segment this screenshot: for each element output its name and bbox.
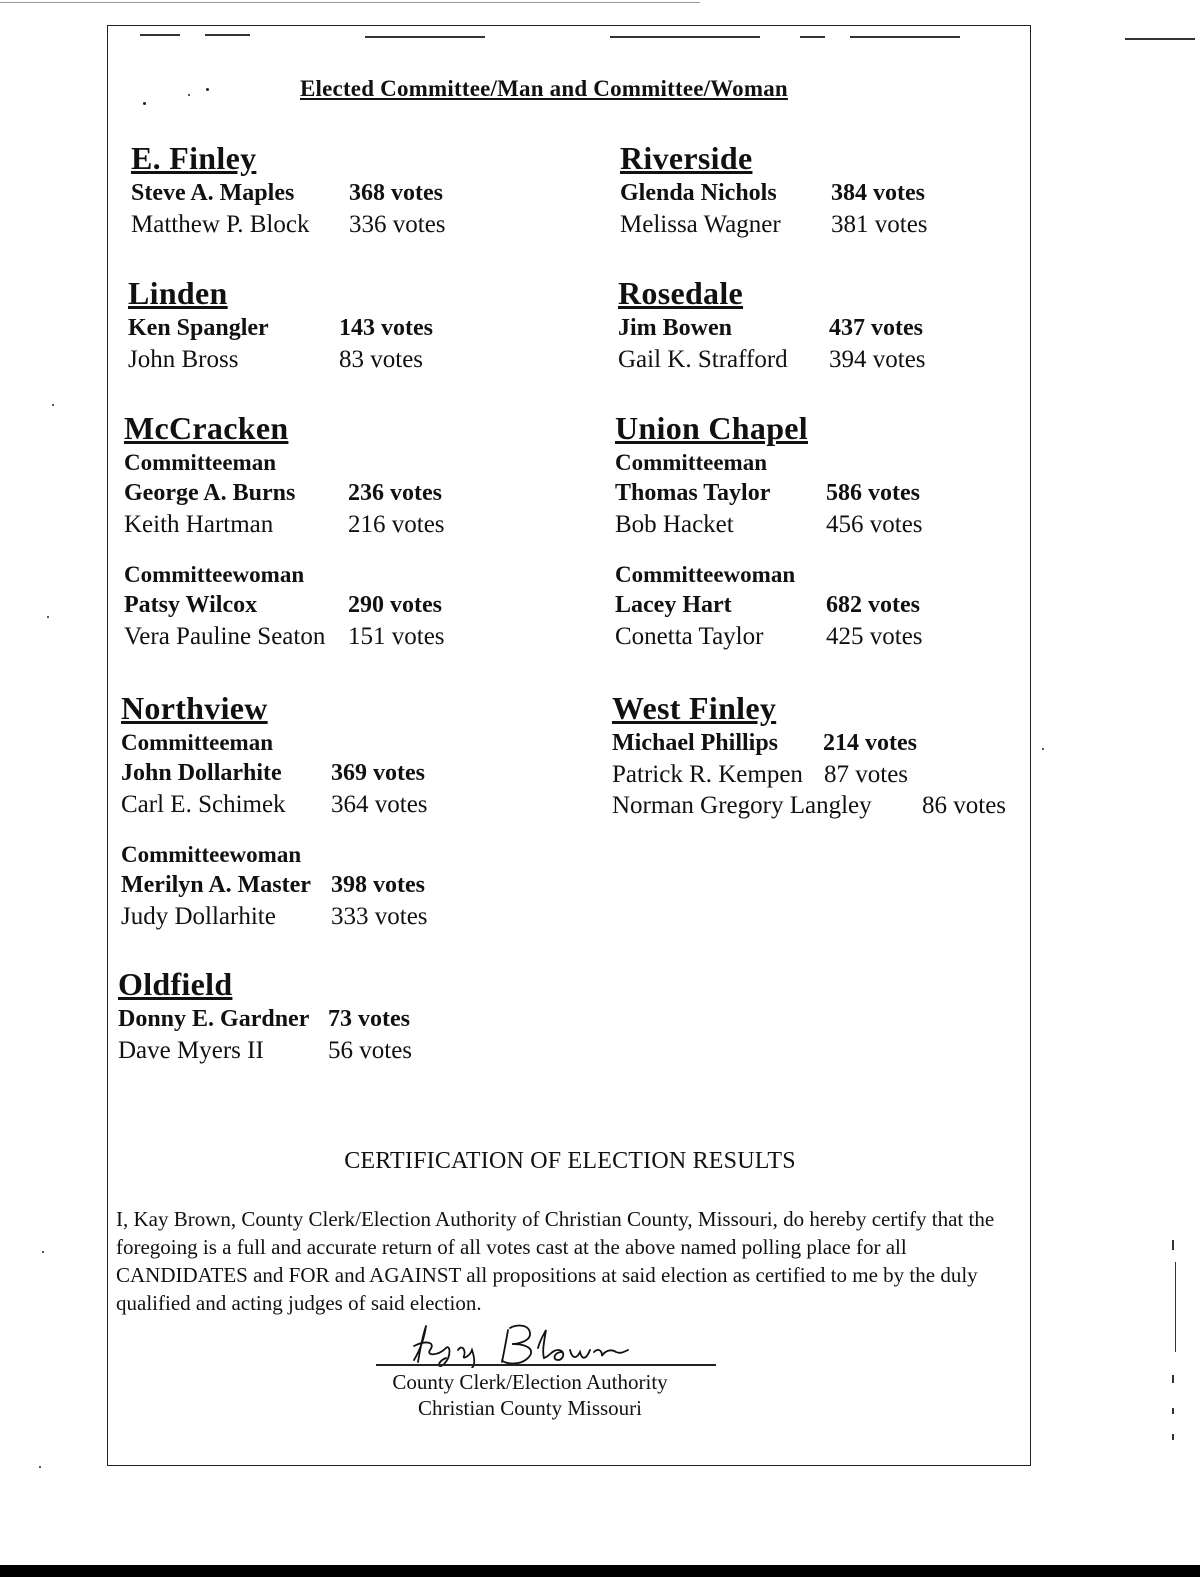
candidate-name: Matthew P. Block	[131, 211, 310, 238]
vote-count: 682 votes	[826, 592, 920, 618]
candidate-name: John Dollarhite	[121, 760, 282, 786]
candidate-group	[615, 448, 923, 540]
vote-count: 336 votes	[349, 211, 446, 238]
candidate-name: Glenda Nichols	[620, 180, 777, 206]
scan-bottom-edge	[0, 1565, 1200, 1577]
vote-count: 586 votes	[826, 480, 920, 506]
office-label: Committeeman	[121, 730, 274, 755]
winning-candidate-row	[612, 728, 1006, 759]
candidate-row	[615, 509, 923, 540]
winning-candidate-row	[615, 590, 923, 621]
candidate-row	[128, 344, 433, 375]
winning-candidate-row	[620, 178, 928, 209]
vote-count: 56 votes	[328, 1037, 413, 1064]
candidate-name: Judy Dollarhite	[121, 903, 276, 930]
vote-count: 83 votes	[339, 346, 424, 373]
vote-count: 216 votes	[348, 511, 445, 538]
scan-artifact	[1172, 1375, 1174, 1383]
office-label: Committeewoman	[124, 562, 305, 587]
candidate-row	[618, 344, 926, 375]
scan-speck	[52, 404, 54, 406]
vote-count: 364 votes	[331, 791, 428, 818]
precinct-e-finley	[131, 140, 446, 240]
candidate-group	[615, 560, 923, 652]
candidate-group	[612, 728, 1006, 821]
candidate-name: Ken Spangler	[128, 315, 269, 341]
candidate-name: Michael Phillips	[612, 730, 779, 756]
vote-count: 398 votes	[331, 872, 425, 898]
winning-candidate-row	[618, 313, 926, 344]
signer-title: County Clerk/Election Authority	[392, 1370, 668, 1394]
vote-count: 394 votes	[829, 346, 926, 373]
scan-artifact	[1125, 38, 1195, 40]
candidate-name: Patsy Wilcox	[124, 592, 258, 618]
candidate-name: Merilyn A. Master	[121, 872, 311, 898]
precinct-name: Oldfield	[118, 966, 233, 1002]
office-label: Committeeman	[615, 450, 768, 475]
vote-count: 437 votes	[829, 315, 923, 341]
office-label: Committeewoman	[121, 842, 302, 867]
candidate-name: Jim Bowen	[618, 315, 732, 341]
candidate-row	[121, 789, 428, 820]
candidate-name: Keith Hartman	[124, 511, 274, 538]
certification-statement: I, Kay Brown, County Clerk/Election Authority of Christian County, Missouri, do hereby certify that the foregoing is a full and accurate return of all votes cast at the above named polling place for all CANDIDATES and FOR and AGAINST all propositions at said election as certified to me by the duly qualified and acting judges of said election.	[116, 1207, 995, 1315]
page-title: Elected Committee/Man and Committee/Woman	[300, 76, 788, 101]
scan-speck	[47, 616, 49, 618]
candidate-name: Donny E. Gardner	[118, 1006, 310, 1032]
candidate-name: Gail K. Strafford	[618, 346, 788, 373]
candidate-name: Lacey Hart	[615, 592, 732, 618]
candidate-name: Conetta Taylor	[615, 623, 764, 650]
vote-count: 425 votes	[826, 623, 923, 650]
scan-speck	[39, 1466, 41, 1468]
scan-artifact	[0, 2, 700, 3]
precinct-northview	[121, 690, 428, 932]
vote-count: 236 votes	[348, 480, 442, 506]
candidate-row	[118, 1035, 412, 1066]
candidate-group	[620, 178, 928, 240]
candidate-name: Patrick R. Kempen	[612, 761, 803, 788]
candidate-row	[124, 621, 445, 652]
precinct-mccracken	[124, 410, 445, 652]
candidate-group	[618, 313, 926, 375]
scan-artifact	[140, 34, 180, 36]
vote-count: 368 votes	[349, 180, 443, 206]
candidate-name: Carl E. Schimek	[121, 791, 286, 818]
vote-count: 333 votes	[331, 903, 428, 930]
vote-count: 384 votes	[831, 180, 925, 206]
scan-speck	[143, 102, 146, 105]
candidate-row	[612, 759, 1006, 790]
winning-candidate-row	[128, 313, 433, 344]
winning-candidate-row	[121, 870, 428, 901]
scan-artifact	[1172, 1434, 1174, 1440]
vote-count: 456 votes	[826, 511, 923, 538]
signer-county: Christian County Missouri	[417, 1396, 643, 1420]
scan-speck	[1042, 748, 1044, 750]
vote-count: 381 votes	[831, 211, 928, 238]
scan-speck	[206, 88, 209, 91]
candidate-group	[121, 840, 428, 932]
candidate-name: Norman Gregory Langley	[612, 792, 872, 819]
candidate-row	[124, 509, 445, 540]
vote-count: 86 votes	[922, 792, 1007, 819]
vote-count: 369 votes	[331, 760, 425, 786]
candidate-name: Thomas Taylor	[615, 480, 771, 506]
candidate-group	[124, 448, 445, 540]
scan-artifact	[1172, 1408, 1174, 1414]
winning-candidate-row	[615, 478, 923, 509]
precinct-name: Northview	[121, 690, 268, 726]
precinct-name: Union Chapel	[615, 410, 808, 446]
precinct-rosedale	[618, 275, 926, 375]
vote-count: 151 votes	[348, 623, 445, 650]
precinct-name: Riverside	[620, 140, 753, 176]
precinct-name: West Finley	[612, 690, 777, 726]
candidate-name: Dave Myers II	[118, 1037, 264, 1064]
office-label: Committeeman	[124, 450, 277, 475]
vote-count: 87 votes	[824, 761, 909, 788]
candidate-name: Melissa Wagner	[620, 211, 781, 238]
winning-candidate-row	[124, 478, 445, 509]
winning-candidate-row	[124, 590, 445, 621]
scan-artifact	[365, 36, 485, 38]
candidate-name: Steve A. Maples	[131, 180, 295, 206]
winning-candidate-row	[118, 1004, 412, 1035]
precinct-linden	[128, 275, 433, 375]
scan-artifact	[850, 36, 960, 38]
precinct-name: E. Finley	[131, 140, 257, 176]
candidate-name: George A. Burns	[124, 480, 296, 506]
signature-line	[376, 1364, 716, 1366]
candidate-group	[124, 560, 445, 652]
vote-count: 214 votes	[823, 730, 917, 756]
scan-artifact	[1172, 1240, 1174, 1250]
candidate-name: Bob Hacket	[615, 511, 734, 538]
candidate-row	[121, 901, 428, 932]
precinct-west-finley	[612, 690, 1006, 821]
vote-count: 73 votes	[328, 1006, 410, 1032]
winning-candidate-row	[121, 758, 428, 789]
candidate-group	[121, 728, 428, 820]
scan-artifact	[1175, 1262, 1176, 1352]
vote-count: 290 votes	[348, 592, 442, 618]
candidate-row	[131, 209, 446, 240]
candidate-row	[612, 790, 1006, 821]
precinct-name: Rosedale	[618, 275, 744, 311]
precinct-oldfield	[118, 966, 412, 1066]
scan-artifact	[610, 36, 760, 38]
candidate-group	[128, 313, 433, 375]
certification-heading: CERTIFICATION OF ELECTION RESULTS	[344, 1148, 796, 1174]
vote-count: 143 votes	[339, 315, 433, 341]
scan-artifact	[800, 36, 825, 38]
candidate-group	[131, 178, 446, 240]
precinct-name: Linden	[128, 275, 228, 311]
candidate-row	[620, 209, 928, 240]
office-label: Committeewoman	[615, 562, 796, 587]
precinct-name: McCracken	[124, 410, 289, 446]
scan-speck	[188, 94, 190, 96]
candidate-row	[615, 621, 923, 652]
precinct-riverside	[620, 140, 928, 240]
candidate-name: John Bross	[128, 346, 239, 373]
candidate-name: Vera Pauline Seaton	[124, 623, 326, 650]
winning-candidate-row	[131, 178, 446, 209]
candidate-group	[118, 1004, 412, 1066]
scan-speck	[42, 1251, 44, 1253]
signature	[380, 1320, 720, 1368]
precinct-union-chapel	[615, 410, 923, 652]
scan-artifact	[205, 34, 250, 36]
